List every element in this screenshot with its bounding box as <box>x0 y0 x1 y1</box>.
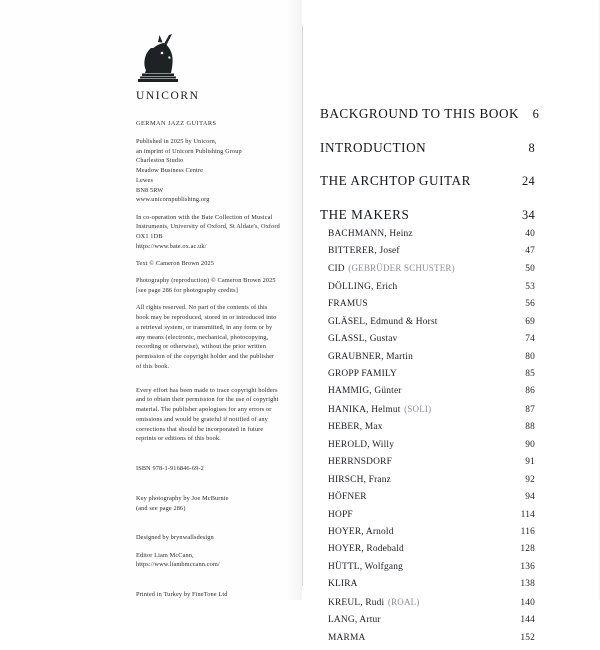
toc-entry-label: THE ARCHTOP GUITAR <box>320 173 471 188</box>
imprint-printer: Printed in Turkey by FineTone Ltd <box>136 591 228 598</box>
publisher-wordmark: UNICORN <box>136 90 200 102</box>
toc-maker-name: LANG, Artur <box>328 615 381 626</box>
toc-maker-alt-name: (SOLI) <box>404 403 432 414</box>
toc-maker-page: 56 <box>525 299 535 310</box>
toc-maker-entry[interactable] <box>328 369 535 379</box>
verso-page-imprint <box>0 0 302 600</box>
toc-maker-page: 94 <box>525 492 535 503</box>
toc-maker-page: 50 <box>525 264 535 275</box>
publisher-logo-block <box>136 33 256 102</box>
toc-maker-page: 114 <box>520 509 535 520</box>
toc-maker-name: KREUL, Rudi <box>328 597 385 608</box>
imprint-text-block <box>136 119 288 607</box>
toc-maker-entry[interactable] <box>328 510 535 520</box>
toc-maker-name: KLIRA <box>328 579 358 590</box>
toc-entry-background[interactable] <box>320 106 540 122</box>
editor-website[interactable]: https://www.liambmccann.com/ <box>136 561 220 569</box>
toc-maker-entry[interactable] <box>328 475 535 485</box>
toc-maker-entry[interactable] <box>328 299 535 309</box>
toc-maker-page: 87 <box>525 404 535 415</box>
toc-maker-entry[interactable] <box>328 579 535 589</box>
spine-gutter-line <box>302 26 303 586</box>
toc-maker-name: HOPF <box>328 509 353 520</box>
toc-maker-name: GRAUBNER, Martin <box>328 351 413 362</box>
toc-maker-page: 91 <box>525 457 535 468</box>
toc-maker-entry[interactable] <box>328 597 535 608</box>
toc-maker-alt-name: (ROAL) <box>387 596 420 607</box>
toc-entry-label: INTRODUCTION <box>320 139 427 155</box>
toc-maker-name: GLÄSEL, Edmund & Horst <box>328 316 438 327</box>
toc-maker-name: HEROLD, Willy <box>328 439 395 450</box>
toc-maker-page: 53 <box>525 281 535 292</box>
toc-entry-page: 6 <box>532 107 540 121</box>
toc-entry-page: 34 <box>522 207 535 222</box>
page-gutter-shadow <box>286 0 302 600</box>
toc-maker-page: 128 <box>520 544 535 555</box>
toc-maker-name: HEBER, Max <box>328 422 383 433</box>
toc-maker-name: HOYER, Arnold <box>328 526 394 537</box>
toc-maker-page: 86 <box>525 386 535 397</box>
toc-maker-entry[interactable] <box>328 386 535 396</box>
toc-maker-entry[interactable] <box>328 633 535 643</box>
imprint-effort-notice: Every effort has been made to trace copyright holders and to obtain their permission for the use of copyright material. The publisher apologises for any errors or omissions and would be grateful if notified of any corrections that should be incorporated in future reprints or editions of this book. <box>136 386 279 443</box>
toc-maker-entry[interactable] <box>328 263 535 274</box>
toc-maker-name: HÜTTL, Wolfgang <box>328 561 403 572</box>
toc-maker-page: 40 <box>525 228 535 239</box>
toc-maker-entry[interactable] <box>328 317 535 327</box>
imprint-designer: Designed by brynwallsdesign <box>136 534 214 542</box>
toc-maker-page: 140 <box>520 597 535 608</box>
toc-maker-entry[interactable] <box>328 422 535 432</box>
toc-maker-entry[interactable] <box>328 352 535 362</box>
toc-makers-list <box>320 229 535 643</box>
toc-maker-entry[interactable] <box>328 544 535 554</box>
toc-maker-name: MARMA <box>328 632 366 643</box>
toc-entry-label: BACKGROUND TO THIS BOOK <box>320 106 520 121</box>
toc-maker-name: HANIKA, Helmut <box>328 404 401 415</box>
toc-entry-page: 8 <box>528 140 535 155</box>
toc-maker-name: GLASSL, Gustav <box>328 334 398 345</box>
imprint-rights-reserved: All rights reserved. No part of the contents of this book may be reproduced, stored in or introduced into a retrieval system, or transmitted, in any form or by any means (electronic, mechanical, photocopying, recording or otherwise), without the prior written permission of the copyright holder and the publisher of this book. <box>136 304 277 370</box>
toc-maker-name: GROPP FAMILY <box>328 369 397 379</box>
toc-maker-name: BACHMANN, Heinz <box>328 228 413 239</box>
toc-entry-page: 24 <box>522 174 535 188</box>
toc-maker-page: 136 <box>520 561 535 572</box>
toc-maker-page: 69 <box>525 316 535 327</box>
toc-maker-name: BITTERER, Josef <box>328 245 400 256</box>
toc-maker-entry[interactable] <box>328 562 535 572</box>
toc-maker-name: FRAMUS <box>328 299 368 310</box>
toc-entry-introduction[interactable] <box>320 140 535 156</box>
table-of-contents <box>320 106 540 650</box>
toc-maker-alt-name: (GEBRÜDER SCHUSTER) <box>348 263 455 274</box>
toc-maker-name: HOYER, Rodebald <box>328 544 404 555</box>
toc-maker-page: 90 <box>525 439 535 450</box>
toc-maker-name: HERRNSDORF <box>328 457 392 468</box>
imprint-text-copyright: Text © Cameron Brown 2025 <box>136 260 214 267</box>
toc-maker-entry[interactable] <box>328 334 535 344</box>
imprint-key-photography: Key photography by Joe McBurnie (and see page 286) <box>136 494 229 512</box>
unicorn-head-logo-icon <box>136 33 182 85</box>
toc-maker-page: 85 <box>525 369 535 379</box>
recto-page-contents <box>302 0 600 643</box>
imprint-cooperation-block: In co-operation with the Bate Collection of Musical Instruments, University of Oxford, St Aldate's, Oxford OX1 1DB https://www.bate.ox.ac.uk/ <box>136 213 288 252</box>
imprint-editor: Editor Liam McCann, https://www.liambmccann.com/ <box>136 551 288 571</box>
toc-maker-entry[interactable] <box>328 440 535 450</box>
toc-maker-entry[interactable] <box>328 492 535 502</box>
imprint-book-title: GERMAN JAZZ GUITARS <box>136 120 217 127</box>
toc-maker-page: 116 <box>520 526 535 537</box>
toc-maker-page: 80 <box>525 351 535 362</box>
toc-maker-page: 88 <box>525 422 535 433</box>
toc-maker-page: 152 <box>520 632 535 643</box>
toc-maker-page: 74 <box>525 334 535 345</box>
toc-entry-the-makers[interactable] <box>320 207 535 223</box>
toc-maker-entry[interactable] <box>328 246 535 256</box>
publisher-website[interactable]: www.unicornpublishing.org <box>136 196 210 204</box>
toc-maker-page: 92 <box>525 474 535 485</box>
toc-maker-entry[interactable] <box>328 229 535 239</box>
toc-maker-entry[interactable] <box>328 404 535 415</box>
toc-maker-name: DÖLLING, Erich <box>328 281 398 292</box>
toc-maker-name: HÖFNER <box>328 492 367 503</box>
toc-maker-entry[interactable] <box>328 615 535 625</box>
toc-maker-name: CID <box>328 264 345 275</box>
imprint-publication-block: Published in 2025 by Unicorn, an imprint of Unicorn Publishing Group Charleston Studio Meadow Business Centre Lewes BN8 5RW www.unicornpublishing.org <box>136 137 288 205</box>
toc-maker-name: HAMMIG, Günter <box>328 386 402 397</box>
toc-entry-label: THE MAKERS <box>320 206 410 222</box>
toc-maker-entry[interactable] <box>328 457 535 467</box>
toc-maker-name: HIRSCH, Franz <box>328 474 392 485</box>
toc-maker-entry[interactable] <box>328 282 535 292</box>
imprint-isbn: ISBN 978-1-916846-69-2 <box>136 465 204 472</box>
bate-collection-website[interactable]: https://www.bate.ox.ac.uk/ <box>136 242 207 250</box>
toc-maker-page: 47 <box>525 245 535 256</box>
toc-maker-page: 138 <box>520 579 535 590</box>
imprint-photography-copyright: Photography (reproduction) © Cameron Brown 2025 [see page 286 for photography credits] <box>136 277 276 294</box>
toc-maker-page: 144 <box>520 615 535 626</box>
toc-entry-archtop-guitar[interactable] <box>320 173 535 189</box>
toc-maker-entry[interactable] <box>328 527 535 537</box>
